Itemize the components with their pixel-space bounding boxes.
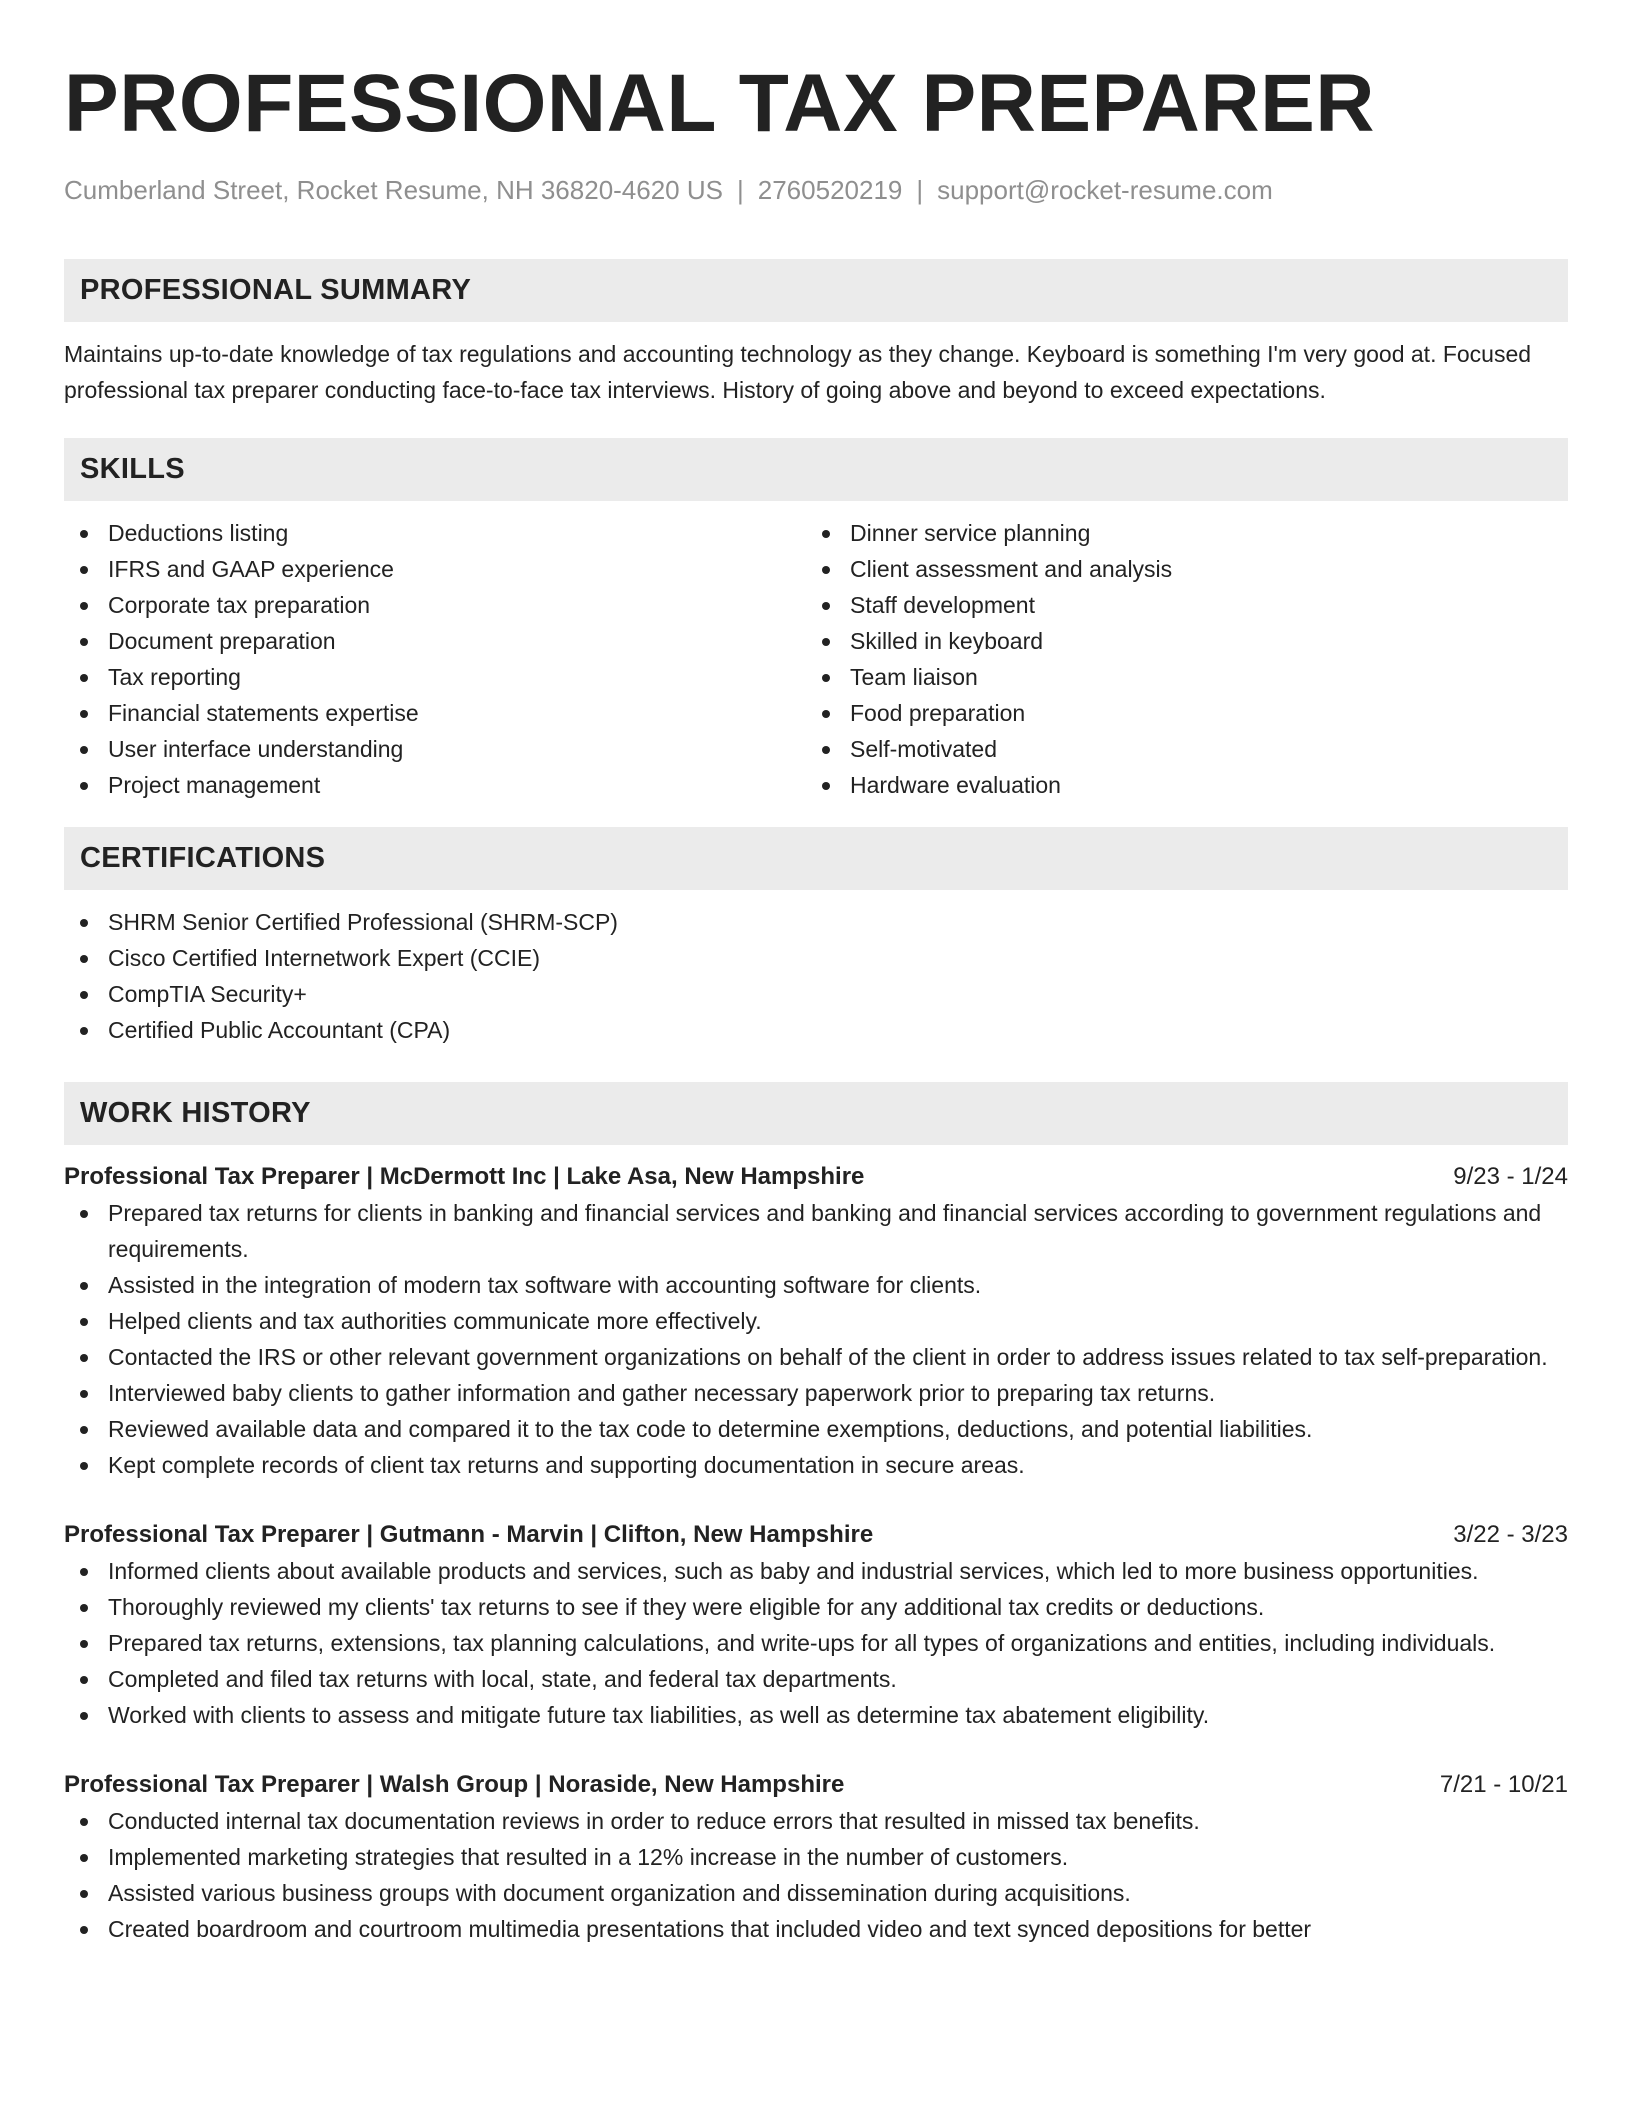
certifications-heading: CERTIFICATIONS: [64, 827, 1568, 890]
job-dates: 7/21 - 10/21: [1439, 1771, 1568, 1798]
job-bullets: [64, 1803, 1568, 1947]
job-bullet: Helped clients and tax authorities communicate more effectively.: [64, 1303, 1568, 1339]
skill-item: Financial statements expertise: [64, 695, 806, 731]
skill-item: Self-motivated: [806, 731, 1548, 767]
contact-email: support@rocket-resume.com: [937, 175, 1273, 205]
job-bullet: Worked with clients to assess and mitigate future tax liabilities, as well as determine tax abatement eligibility.: [64, 1697, 1568, 1733]
certification-item: CompTIA Security+: [64, 976, 1568, 1012]
skills-right-column: [806, 515, 1548, 803]
job-bullet: Prepared tax returns for clients in banking and financial services and banking and financial services according to government regulations and requirements.: [64, 1195, 1568, 1267]
job-title: Professional Tax Preparer | Gutmann - Marvin | Clifton, New Hampshire: [64, 1521, 874, 1548]
job-bullets: [64, 1553, 1568, 1733]
skills-heading: SKILLS: [64, 438, 1568, 501]
summary-text: Maintains up-to-date knowledge of tax regulations and accounting technology as they change. Keyboard is something I'm very good at. Focused professional tax preparer conducting face-to-face tax interviews. History of going above and beyond to exceed expectations.: [64, 341, 1532, 403]
job-bullet: Contacted the IRS or other relevant government organizations on behalf of the client in order to address issues related to tax self-preparation.: [64, 1339, 1568, 1375]
job-bullet: Reviewed available data and compared it to the tax code to determine exemptions, deductions, and potential liabilities.: [64, 1411, 1568, 1447]
work-history-heading: WORK HISTORY: [64, 1082, 1568, 1145]
job-bullet: Assisted in the integration of modern tax software with accounting software for clients.: [64, 1267, 1568, 1303]
skill-item: Hardware evaluation: [806, 767, 1548, 803]
skill-item: Document preparation: [64, 623, 806, 659]
contact-separator: |: [737, 175, 744, 205]
contact-phone: 2760520219: [757, 175, 903, 205]
job-bullet: Assisted various business groups with document organization and dissemination during acquisitions.: [64, 1875, 1568, 1911]
skill-item: Project management: [64, 767, 806, 803]
job-title: Professional Tax Preparer | Walsh Group | Noraside, New Hampshire: [64, 1771, 845, 1798]
skill-item: Skilled in keyboard: [806, 623, 1548, 659]
job-bullet: Completed and filed tax returns with local, state, and federal tax departments.: [64, 1661, 1568, 1697]
skills-grid: [64, 515, 1568, 803]
job-entry: [64, 1517, 1568, 1733]
contact-line: [64, 174, 1568, 206]
certifications-list: [64, 904, 1568, 1048]
job-header: [64, 1517, 1568, 1553]
skill-item: User interface understanding: [64, 731, 806, 767]
job-title: Professional Tax Preparer | McDermott Inc | Lake Asa, New Hampshire: [64, 1163, 865, 1190]
resume-name: PROFESSIONAL TAX PREPARER: [64, 58, 1376, 149]
skill-item: Food preparation: [806, 695, 1548, 731]
job-bullet: Kept complete records of client tax returns and supporting documentation in secure areas.: [64, 1447, 1568, 1483]
job-bullet: Prepared tax returns, extensions, tax planning calculations, and write-ups for all types of organizations and entities, including individuals.: [64, 1625, 1568, 1661]
resume-page: [64, 0, 1568, 1947]
skill-item: Client assessment and analysis: [806, 551, 1548, 587]
skill-item: Tax reporting: [64, 659, 806, 695]
job-bullets: [64, 1195, 1568, 1483]
skills-left-column: [64, 515, 806, 803]
skill-item: Dinner service planning: [806, 515, 1548, 551]
contact-address: Cumberland Street, Rocket Resume, NH 36820-4620 US: [64, 175, 723, 205]
certification-item: Cisco Certified Internetwork Expert (CCIE): [64, 940, 1568, 976]
job-header: [64, 1159, 1568, 1195]
job-bullet: Interviewed baby clients to gather information and gather necessary paperwork prior to preparing tax returns.: [64, 1375, 1568, 1411]
job-bullet: Conducted internal tax documentation reviews in order to reduce errors that resulted in missed tax benefits.: [64, 1803, 1568, 1839]
job-dates: 9/23 - 1/24: [1453, 1163, 1568, 1190]
summary-heading: PROFESSIONAL SUMMARY: [64, 259, 1568, 322]
job-entry: [64, 1767, 1568, 1947]
job-entry: [64, 1159, 1568, 1483]
skill-item: Deductions listing: [64, 515, 806, 551]
job-dates: 3/22 - 3/23: [1453, 1521, 1568, 1548]
skill-item: Corporate tax preparation: [64, 587, 806, 623]
contact-separator: |: [916, 175, 924, 205]
job-bullet: Informed clients about available products and services, such as baby and industrial services, which led to more business opportunities.: [64, 1553, 1568, 1589]
skill-item: Staff development: [806, 587, 1548, 623]
certification-item: Certified Public Accountant (CPA): [64, 1012, 1568, 1048]
skill-item: Team liaison: [806, 659, 1548, 695]
job-bullet: Implemented marketing strategies that resulted in a 12% increase in the number of customers.: [64, 1839, 1568, 1875]
job-bullet: Created boardroom and courtroom multimedia presentations that included video and text synced depositions for better: [64, 1911, 1568, 1947]
job-bullet: Thoroughly reviewed my clients' tax returns to see if they were eligible for any additional tax credits or deductions.: [64, 1589, 1568, 1625]
skill-item: IFRS and GAAP experience: [64, 551, 806, 587]
job-header: [64, 1767, 1568, 1803]
certification-item: SHRM Senior Certified Professional (SHRM-SCP): [64, 904, 1568, 940]
